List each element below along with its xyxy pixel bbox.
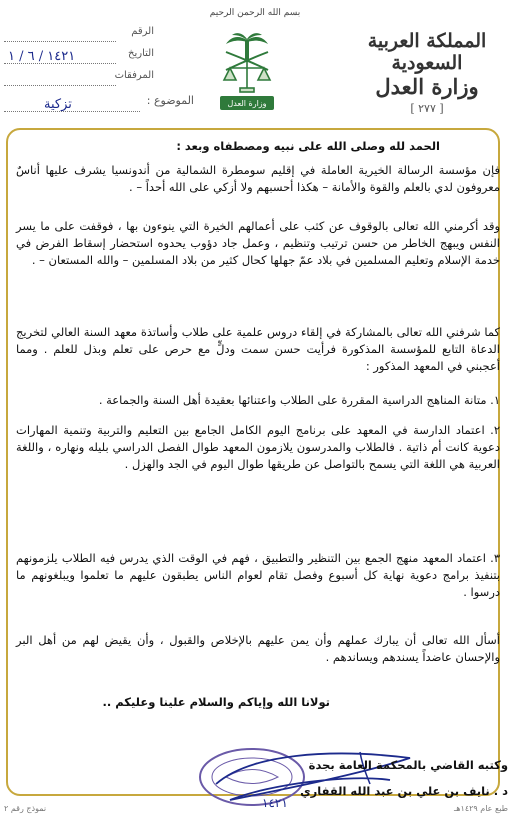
- meta-value: ١٤٢١ / ٦ / ١: [8, 49, 76, 64]
- form-number: نموذج رقم ٢: [4, 804, 47, 813]
- basmala: بسم الله الرحمن الرحيم: [209, 8, 301, 18]
- letter-paragraph: وقد أكرمني الله تعالى بالوقوف عن كثب على أعمالهم الخيرة التي ينوءون بها ، فوقفت على ما يسر النفس ويبهج الخاطر من حسن ترتيب وتنظيم ، وعمل جاد دؤوب يحدوه استحضار إسقاط الفرض في خدمة الإسلام وتعليم المسلمين في بلاد عمّ جهلها كحال كثير من بلاد المسلمين – والله المستعان – .: [16, 219, 500, 267]
- letter-list-item: ٢. اعتماد الدارسة في المعهد على برنامج اليوم الكامل الجامع بين التعليم والتربية وتنمية المهارات دعوية كانت أم ذاتية . فالطلاب والمدرسون يلازمون المعهد طوال الفصل الدراسي بليله ونهاره ، واللغة العربية هي اللغة التي يسمح بالتواصل عن طريقها طوال اليوم في الجد والهزل .: [16, 423, 500, 471]
- letter-paragraph: أسأل الله تعالى أن يبارك عملهم وأن يمن عليهم بالإخلاص والقبول ، وأن يقيض لهم من أهل البر والإحسان عاضداً يسندهم ويساندهم .: [16, 633, 500, 664]
- meta-line: [4, 85, 116, 86]
- signer-name: د . نايف بن علي بن عبد الله القفاري: [300, 784, 508, 798]
- subject-value: تزكية: [44, 97, 72, 112]
- print-note: طبع عام ١٤٢٩هـ: [453, 804, 508, 813]
- meta-row-number: [4, 24, 154, 44]
- organization-header: [352, 30, 502, 115]
- meta-row-date: [4, 46, 154, 66]
- kingdom-name: المملكة العربية السعودية: [367, 30, 487, 74]
- letter-closing: تولانا الله وإياكم والسلام علينا وعليكم ..: [102, 695, 330, 709]
- ministry-name: وزارة العدل: [375, 74, 479, 99]
- handwritten-date: ١٤٢١: [262, 796, 288, 810]
- meta-row-attachments: [4, 68, 154, 88]
- letter-paragraph: كما شرفني الله تعالى بالمشاركة في إلقاء دروس علمية على طلاب وأساتذة معهد السنة العالي لتخريج الدعاة التابع للمؤسسة المذكورة فرأيت حسن سمت ودلٍّ مع حرص على تعلم وبذل للعلم . ومما أعجبني في المعهد المذكور :: [16, 325, 500, 373]
- palm-tree-icon: [226, 33, 268, 62]
- logo-caption: وزارة العدل: [227, 99, 267, 108]
- scales-icon: [224, 62, 270, 92]
- document-code: [ ٢٧٧ ]: [410, 102, 444, 115]
- meta-label: المرفقات: [114, 70, 154, 81]
- subject-field: [4, 92, 194, 114]
- signer-title: وكتبه القاضي بالمحكمة العامة بجدة: [308, 758, 508, 772]
- subject-label: الموضوع :: [146, 94, 194, 107]
- meta-label: الرقم: [131, 26, 154, 37]
- letter-list-item: ٣. اعتماد المعهد منهج الجمع بين التنظير والتطبيق ، فهم في الوقت الذي يدرس فيه الطلاب يلزمونهم بتنفيذ برامج دعوية نهاية كل أسبوع وفصل تقام لعوام الناس يطبقون عليهم ما تعلموا ويبلغونهم ما درسوا .: [16, 551, 500, 599]
- letter-greeting: الحمد لله وصلى الله على نبيه ومصطفاه وبعد :: [176, 139, 440, 153]
- meta-line: [4, 41, 116, 42]
- ministry-logo: [212, 30, 282, 112]
- subject-line: [4, 111, 140, 112]
- handwritten-signature: [210, 744, 420, 810]
- letter-list-item: ١. متانة المناهج الدراسية المقررة على الطلاب واعتنائها بعقيدة أهل السنة والجماعة .: [98, 393, 500, 407]
- meta-label: التاريخ: [128, 48, 154, 59]
- letter-paragraph: فإن مؤسسة الرسالة الخيرية العاملة في إقليم سومطرة الشمالية من أندونسيا يشرف عليها أناسٌ معروفون لدي بالعلم والقوة والأمانة – هكذا أحسبهم ولا أزكي على الله أحداً – .: [16, 163, 500, 194]
